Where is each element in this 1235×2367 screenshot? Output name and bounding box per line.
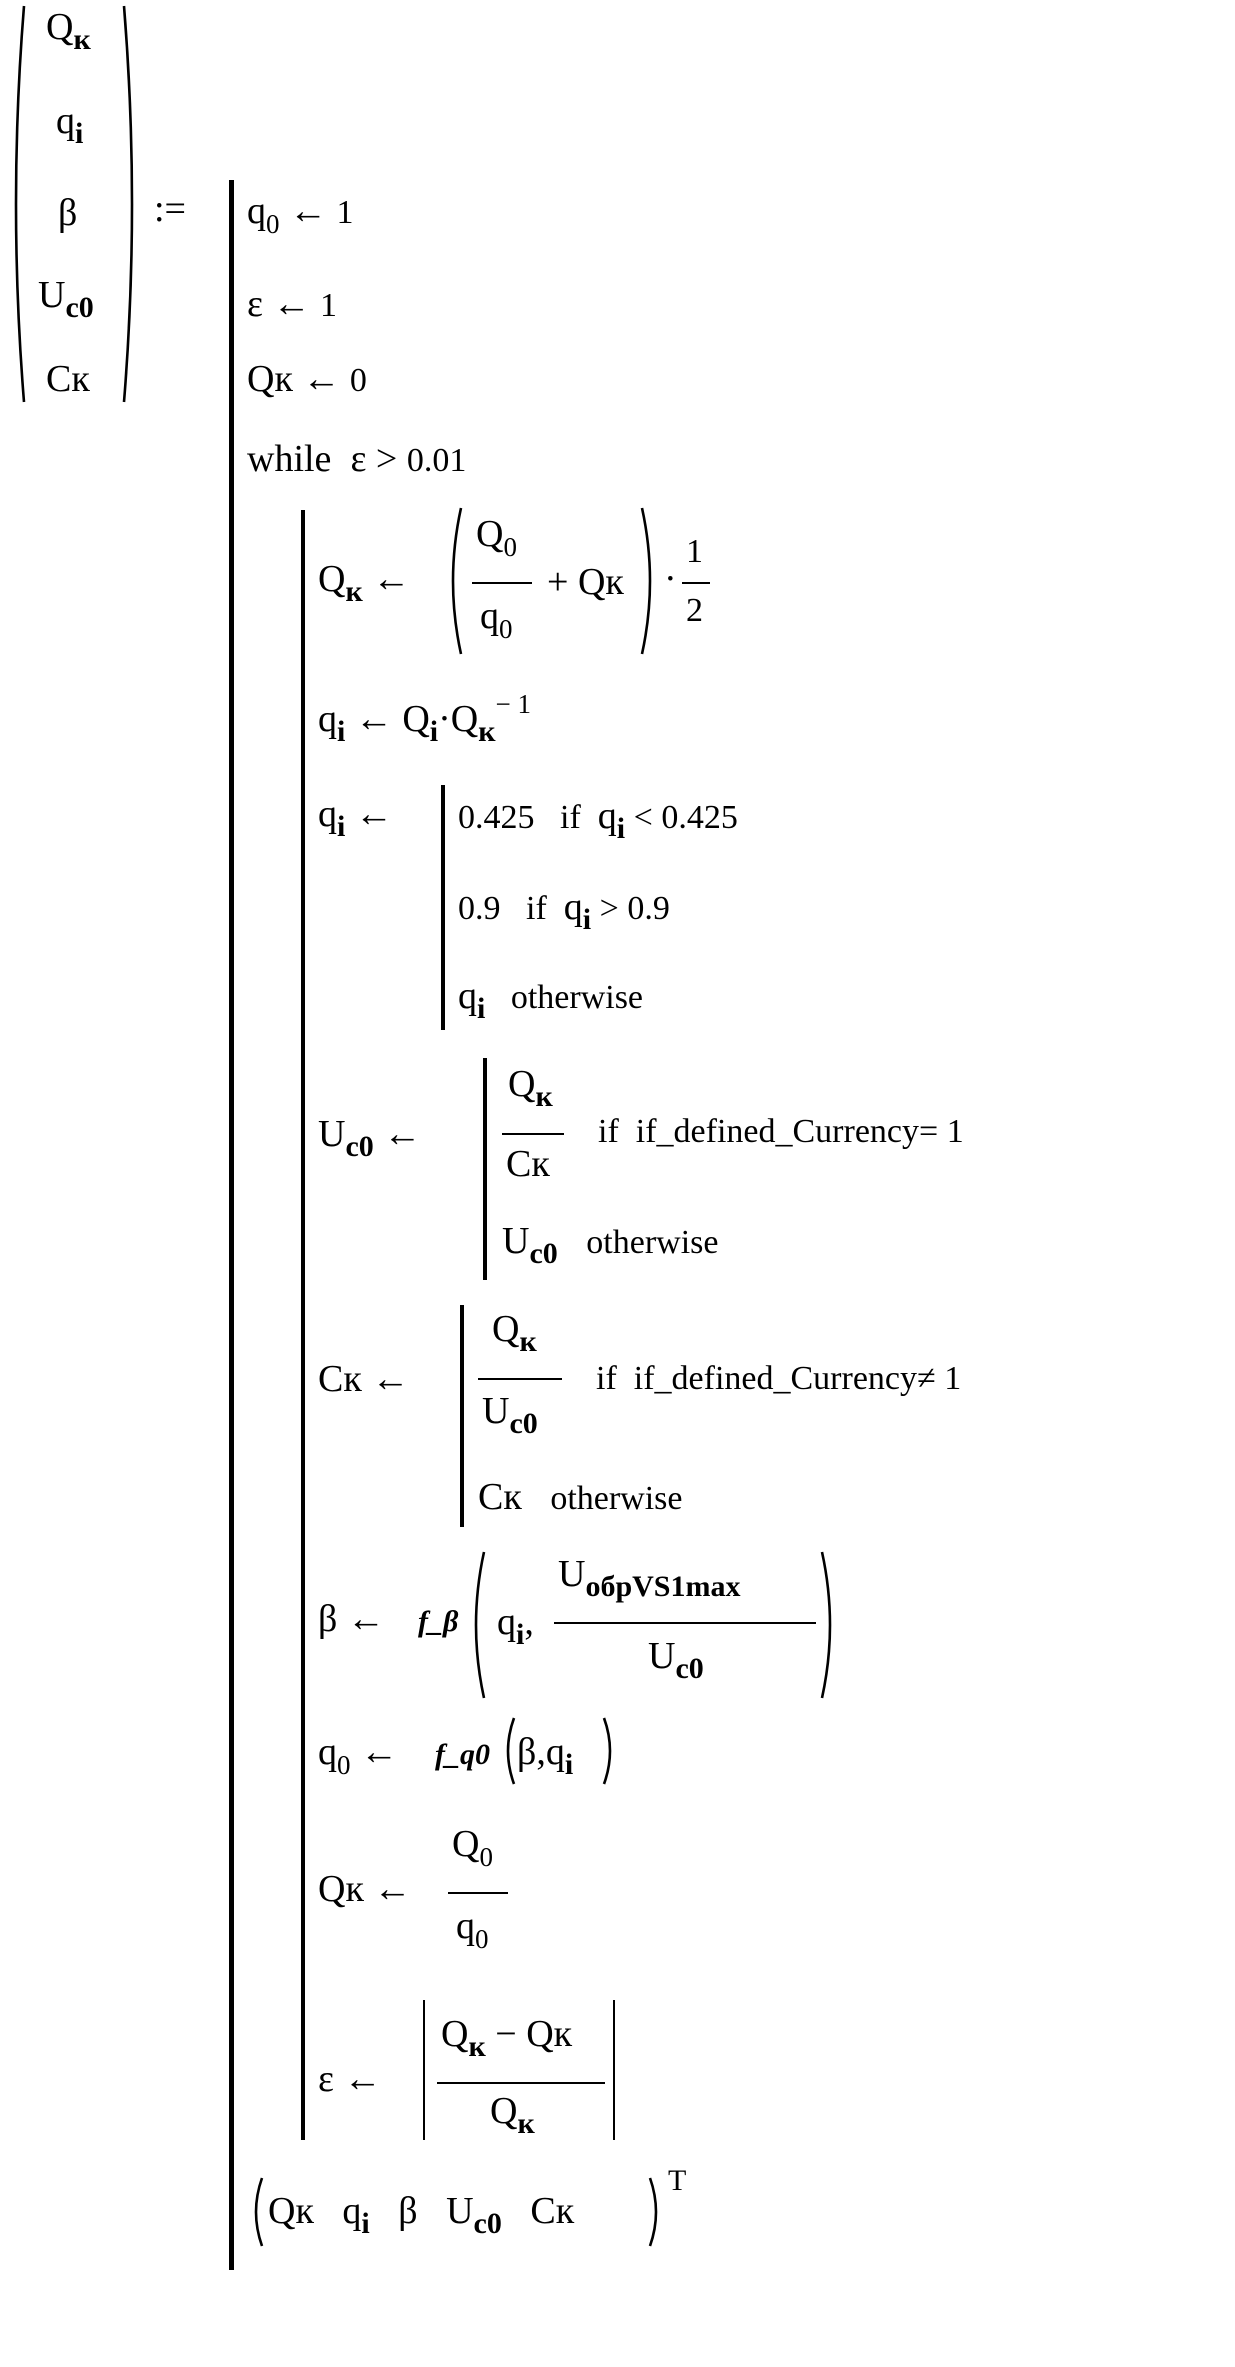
qk-update-dot: · — [664, 558, 677, 600]
beta-right-paren — [820, 1550, 840, 1700]
beta-function-name: f_β — [418, 1605, 459, 1638]
init-eps: ε ← 1 — [247, 283, 337, 325]
qi-clamp-case1: 0.425 if qi < 0.425 — [458, 795, 738, 845]
beta-num: $U_{обрVS1max}$ — [558, 1553, 741, 1603]
eps-den: $Q_к$ — [490, 2090, 535, 2140]
eps-abs-right — [613, 2000, 615, 2140]
qk-update-half-den: 2 — [686, 592, 703, 629]
q0-update-lhs: $q_0$ ← — [318, 1731, 398, 1780]
qi-clamp-lhs: $q_i$ ← — [318, 793, 393, 843]
uc0-num: $Q_к$ — [508, 1063, 553, 1113]
vector-item-beta: β — [58, 192, 78, 234]
qk-update-left-paren — [443, 506, 463, 656]
uc0-lhs: $U_{c0}$ ← — [318, 1113, 422, 1163]
eps-num: $Q_к$ − Qк — [441, 2013, 573, 2063]
eps-abs-left — [423, 2000, 425, 2140]
ck-else: Cк otherwise — [478, 1476, 683, 1518]
return-item-ck: Cк — [530, 2190, 575, 2232]
uc0-den: Cк — [506, 1143, 550, 1185]
qi-clamp-case2: 0.9 if qi > 0.9 — [458, 886, 670, 936]
ck-bar — [460, 1305, 464, 1527]
program-bar-loop — [301, 510, 305, 2140]
ck-lhs: Cк ← — [318, 1358, 410, 1400]
vector-item-qk: $Q_к$ — [46, 6, 91, 56]
vector-item-ck: Cк — [46, 358, 90, 400]
vector-item-uc0: $U_{c0}$ — [38, 274, 94, 324]
uc0-bar — [483, 1058, 487, 1280]
qk-final-lhs: Qк ← — [318, 1868, 412, 1910]
uc0-condition: if if_defined_Currency= 1 — [598, 1113, 964, 1150]
q0-left-paren — [500, 1716, 516, 1786]
q0-right-paren — [602, 1716, 618, 1786]
init-q0: $q_0$ ← 1 — [247, 190, 354, 239]
eps-fraction-bar — [437, 2082, 605, 2084]
qk-update-plus-add: + Qк — [547, 561, 624, 603]
ck-den: $U_{c0}$ — [482, 1390, 538, 1440]
q0-args: $\beta,q_i$ — [517, 1731, 574, 1781]
qk-update-right-paren — [640, 506, 660, 656]
qk-update-half-num: 1 — [686, 533, 703, 570]
ck-num: $Q_к$ — [492, 1308, 537, 1358]
vector-left-paren — [6, 4, 26, 404]
qi-clamp-case3: qi otherwise — [458, 975, 644, 1025]
init-qk: Qк ← 0 — [247, 358, 367, 400]
ck-fraction-bar — [478, 1378, 562, 1380]
return-right-paren — [648, 2176, 664, 2248]
qk-final-fraction-bar — [448, 1892, 508, 1894]
program-bar-main — [229, 180, 234, 2270]
qk-update-half-bar — [682, 582, 710, 584]
qk-final-den: $q_0$ — [456, 1905, 489, 1954]
beta-left-paren — [466, 1550, 486, 1700]
qk-update-lhs: $Q_к$ ← — [318, 558, 411, 608]
qk-update-den: $q_0$ — [480, 595, 513, 644]
vector-right-paren — [122, 4, 142, 404]
return-item-qk: Qк — [268, 2190, 314, 2232]
eps-update-lhs: ε ← — [318, 2058, 382, 2100]
ck-condition: if if_defined_Currency≠ 1 — [596, 1360, 962, 1397]
return-items — [268, 2190, 575, 2240]
assign-operator: := — [154, 188, 186, 230]
qk-update-num: $Q_0$ — [476, 513, 517, 562]
qk-final-num: $Q_0$ — [452, 1823, 493, 1872]
transpose-marker: T — [668, 2164, 687, 2197]
qi-clamp-bar — [441, 785, 445, 1030]
while-statement: while ε > 0.01 — [247, 438, 467, 480]
return-item-beta: β — [398, 2190, 418, 2232]
return-item-qi: $q_i$ — [342, 2190, 370, 2240]
return-item-uc0: $U_{c0}$ — [446, 2190, 502, 2240]
qk-update-fraction-bar — [472, 582, 532, 584]
beta-fraction-bar — [554, 1622, 816, 1624]
return-left-paren — [248, 2176, 264, 2248]
vector-item-qi: $q_i$ — [56, 100, 84, 150]
beta-arg1: $q_i$, — [497, 1601, 534, 1651]
q0-function-name: f_q0 — [435, 1738, 490, 1771]
uc0-fraction-bar — [502, 1133, 564, 1135]
uc0-else: $U_{c0}$ otherwise — [502, 1220, 719, 1270]
beta-den: $U_{c0}$ — [648, 1635, 704, 1685]
stmt-qi-calc: $q_i$ ← $Q_i\cdot Q_к^{- 1}$ — [318, 689, 532, 748]
beta-lhs: β ← — [318, 1598, 385, 1640]
